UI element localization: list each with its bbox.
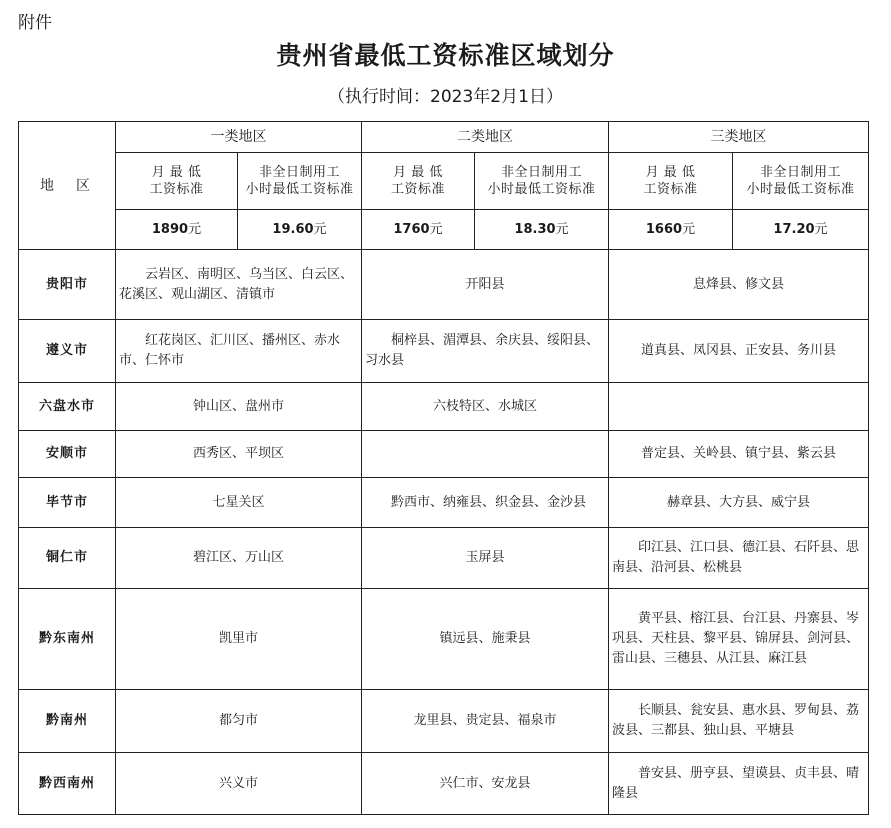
class1-areas: 红花岗区、汇川区、播州区、赤水市、仁怀市 bbox=[116, 320, 362, 383]
class3-areas: 息烽县、修文县 bbox=[609, 250, 869, 320]
class1-hourly-label: 非全日制用工 小时最低工资标准 bbox=[238, 153, 362, 210]
region-name: 黔东南州 bbox=[19, 589, 116, 690]
region-name: 黔西南州 bbox=[19, 753, 116, 815]
table-row bbox=[19, 589, 869, 690]
class3-areas: 印江县、江口县、德江县、石阡县、思南县、沿河县、松桃县 bbox=[609, 528, 869, 589]
class3-areas: 道真县、凤冈县、正安县、务川县 bbox=[609, 320, 869, 383]
table-row bbox=[19, 753, 869, 815]
class3-monthly-amount: 1660元 bbox=[609, 210, 733, 250]
region-name: 贵阳市 bbox=[19, 250, 116, 320]
class2-areas: 六枝特区、水城区 bbox=[362, 383, 609, 431]
class2-monthly-amount: 1760元 bbox=[362, 210, 475, 250]
class3-areas: 普安县、册亨县、望谟县、贞丰县、晴隆县 bbox=[609, 753, 869, 815]
wage-region-table bbox=[18, 121, 869, 815]
table-row bbox=[19, 383, 869, 431]
class1-areas: 碧江区、万山区 bbox=[116, 528, 362, 589]
class3-header: 三类地区 bbox=[609, 122, 869, 153]
document-subtitle: （执行时间：2023年2月1日） bbox=[328, 87, 563, 107]
class2-hourly-amount: 18.30元 bbox=[475, 210, 609, 250]
class3-areas: 赫章县、大方县、威宁县 bbox=[609, 478, 869, 528]
class1-monthly-amount: 1890元 bbox=[116, 210, 238, 250]
class1-areas: 西秀区、平坝区 bbox=[116, 431, 362, 478]
class1-areas: 兴义市 bbox=[116, 753, 362, 815]
table-row bbox=[19, 320, 869, 383]
class2-areas: 黔西市、纳雍县、织金县、金沙县 bbox=[362, 478, 609, 528]
region-name: 毕节市 bbox=[19, 478, 116, 528]
table-row bbox=[19, 478, 869, 528]
table-row bbox=[19, 528, 869, 589]
region-column-header: 地 区 bbox=[19, 122, 116, 250]
document-title: 贵州省最低工资标准区域划分 bbox=[276, 41, 615, 70]
region-name: 铜仁市 bbox=[19, 528, 116, 589]
class3-areas bbox=[609, 383, 869, 431]
region-name: 安顺市 bbox=[19, 431, 116, 478]
class1-monthly-label: 月 最 低 工资标准 bbox=[116, 153, 238, 210]
class1-areas: 钟山区、盘州市 bbox=[116, 383, 362, 431]
class2-areas: 玉屏县 bbox=[362, 528, 609, 589]
class2-hourly-label: 非全日制用工 小时最低工资标准 bbox=[475, 153, 609, 210]
class1-areas: 都匀市 bbox=[116, 690, 362, 753]
class2-areas bbox=[362, 431, 609, 478]
class2-header: 二类地区 bbox=[362, 122, 609, 153]
class2-areas: 镇远县、施秉县 bbox=[362, 589, 609, 690]
class2-areas: 龙里县、贵定县、福泉市 bbox=[362, 690, 609, 753]
class3-hourly-label: 非全日制用工 小时最低工资标准 bbox=[733, 153, 869, 210]
class3-areas: 黄平县、榕江县、台江县、丹寨县、岑巩县、天柱县、黎平县、锦屏县、剑河县、雷山县、三穗县、从江县、麻江县 bbox=[609, 589, 869, 690]
class1-areas: 云岩区、南明区、乌当区、白云区、花溪区、观山湖区、清镇市 bbox=[116, 250, 362, 320]
region-name: 遵义市 bbox=[19, 320, 116, 383]
class3-areas: 普定县、关岭县、镇宁县、紫云县 bbox=[609, 431, 869, 478]
class3-areas: 长顺县、瓮安县、惠水县、罗甸县、荔波县、三都县、独山县、平塘县 bbox=[609, 690, 869, 753]
region-name: 黔南州 bbox=[19, 690, 116, 753]
class3-monthly-label: 月 最 低 工资标准 bbox=[609, 153, 733, 210]
class1-hourly-amount: 19.60元 bbox=[238, 210, 362, 250]
class1-areas: 七星关区 bbox=[116, 478, 362, 528]
class2-areas: 桐梓县、湄潭县、余庆县、绥阳县、习水县 bbox=[362, 320, 609, 383]
class2-areas: 开阳县 bbox=[362, 250, 609, 320]
table-row bbox=[19, 690, 869, 753]
attachment-label: 附件 bbox=[18, 13, 52, 33]
table-row bbox=[19, 250, 869, 320]
class3-hourly-amount: 17.20元 bbox=[733, 210, 869, 250]
class1-header: 一类地区 bbox=[116, 122, 362, 153]
class2-areas: 兴仁市、安龙县 bbox=[362, 753, 609, 815]
class1-areas: 凯里市 bbox=[116, 589, 362, 690]
region-name: 六盘水市 bbox=[19, 383, 116, 431]
class2-monthly-label: 月 最 低 工资标准 bbox=[362, 153, 475, 210]
table-row bbox=[19, 431, 869, 478]
